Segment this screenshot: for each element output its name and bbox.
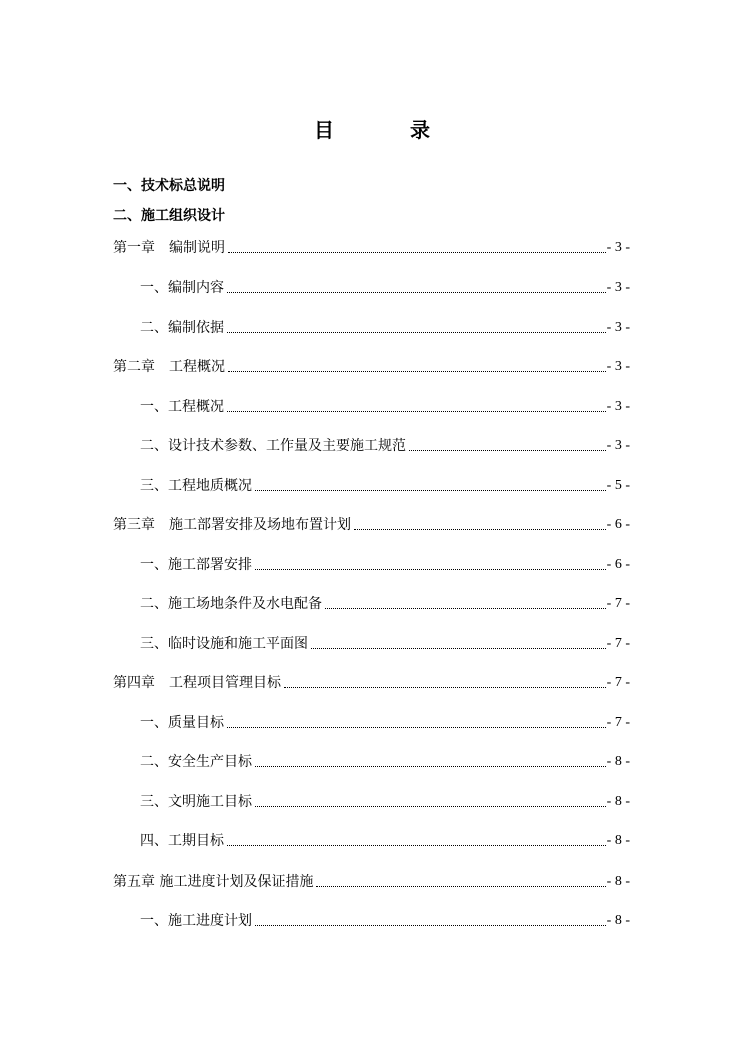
section-heading-construction-design: 二、施工组织设计 [113, 208, 225, 224]
toc-page-number: - 3 - [606, 320, 630, 335]
toc-dot-leader [354, 528, 606, 530]
toc-entry-chapter-2[interactable] [113, 358, 630, 376]
toc-dot-leader [316, 885, 605, 887]
toc-dot-leader [255, 765, 606, 767]
toc-entry-4-2[interactable] [140, 753, 630, 771]
toc-entry-label: 二、施工场地条件及水电配备 [140, 596, 322, 612]
toc-entry-4-4[interactable] [140, 832, 630, 850]
toc-entry-label: 一、编制内容 [140, 280, 224, 296]
toc-entry-4-1[interactable] [140, 714, 630, 732]
toc-page-number: - 7 - [606, 715, 630, 730]
toc-dot-leader [284, 686, 606, 688]
toc-page-number: - 3 - [606, 280, 630, 295]
toc-dot-leader [255, 805, 606, 807]
toc-page-number: - 6 - [606, 517, 630, 532]
toc-dot-leader [311, 647, 606, 649]
toc-entry-label: 三、文明施工目标 [140, 794, 252, 810]
toc-entry-2-1[interactable] [140, 398, 630, 416]
toc-entry-2-3[interactable] [140, 477, 630, 495]
toc-entry-3-2[interactable] [140, 595, 630, 613]
toc-entry-5-1[interactable] [140, 912, 630, 930]
toc-page-number: - 7 - [606, 596, 630, 611]
toc-page-number: - 3 - [606, 240, 630, 255]
toc-entry-2-2[interactable] [140, 437, 630, 455]
toc-entry-label: 第二章 工程概况 [113, 359, 225, 375]
toc-entry-chapter-4[interactable] [113, 674, 630, 692]
toc-dot-leader [227, 726, 606, 728]
toc-entry-label: 一、质量目标 [140, 715, 224, 731]
toc-page-number: - 3 - [606, 399, 630, 414]
toc-entry-label: 三、临时设施和施工平面图 [140, 636, 308, 652]
toc-entry-3-3[interactable] [140, 635, 630, 653]
toc-dot-leader [409, 449, 606, 451]
toc-dot-leader [255, 568, 606, 570]
toc-dot-leader [228, 370, 606, 372]
page-title: 目 录 [314, 118, 458, 142]
toc-dot-leader [228, 251, 606, 253]
toc-page-number: - 3 - [606, 359, 630, 374]
toc-dot-leader [325, 607, 606, 609]
toc-entry-3-1[interactable] [140, 556, 630, 574]
toc-dot-leader [227, 331, 606, 333]
toc-entry-label: 第五章 施工进度计划及保证措施 [113, 874, 314, 890]
toc-entry-label: 一、施工部署安排 [140, 557, 252, 573]
toc-entry-label: 第一章 编制说明 [113, 240, 225, 256]
toc-dot-leader [227, 844, 606, 846]
toc-entry-label: 二、设计技术参数、工作量及主要施工规范 [140, 438, 406, 454]
toc-page-number: - 7 - [606, 636, 630, 651]
toc-entry-label: 一、工程概况 [140, 399, 224, 415]
toc-entry-chapter-3[interactable] [113, 516, 630, 534]
toc-entry-label: 二、编制依据 [140, 320, 224, 336]
toc-page-number: - 5 - [606, 478, 630, 493]
toc-entry-label: 第四章 工程项目管理目标 [113, 675, 281, 691]
toc-entry-chapter-1[interactable] [113, 239, 630, 257]
toc-page-number: - 6 - [606, 557, 630, 572]
toc-dot-leader [227, 291, 606, 293]
toc-dot-leader [227, 410, 606, 412]
toc-entry-1-1[interactable] [140, 279, 630, 297]
toc-entry-4-3[interactable] [140, 793, 630, 811]
toc-page-number: - 8 - [606, 833, 630, 848]
toc-entry-label: 一、施工进度计划 [140, 913, 252, 929]
toc-page-number: - 8 - [606, 754, 630, 769]
toc-dot-leader [255, 489, 606, 491]
toc-entry-label: 第三章 施工部署安排及场地布置计划 [113, 517, 351, 533]
toc-entry-label: 三、工程地质概况 [140, 478, 252, 494]
toc-page-number: - 3 - [606, 438, 630, 453]
toc-entry-label: 四、工期目标 [140, 833, 224, 849]
toc-page-number: - 8 - [606, 794, 630, 809]
toc-page-number: - 8 - [606, 874, 630, 889]
toc-entry-1-2[interactable] [140, 319, 630, 337]
toc-entry-chapter-5[interactable] [113, 873, 630, 891]
section-heading-technical-summary: 一、技术标总说明 [113, 178, 225, 194]
toc-entry-label: 二、安全生产目标 [140, 754, 252, 770]
toc-dot-leader [255, 924, 606, 926]
toc-page-number: - 7 - [606, 675, 630, 690]
toc-page-number: - 8 - [606, 913, 630, 928]
